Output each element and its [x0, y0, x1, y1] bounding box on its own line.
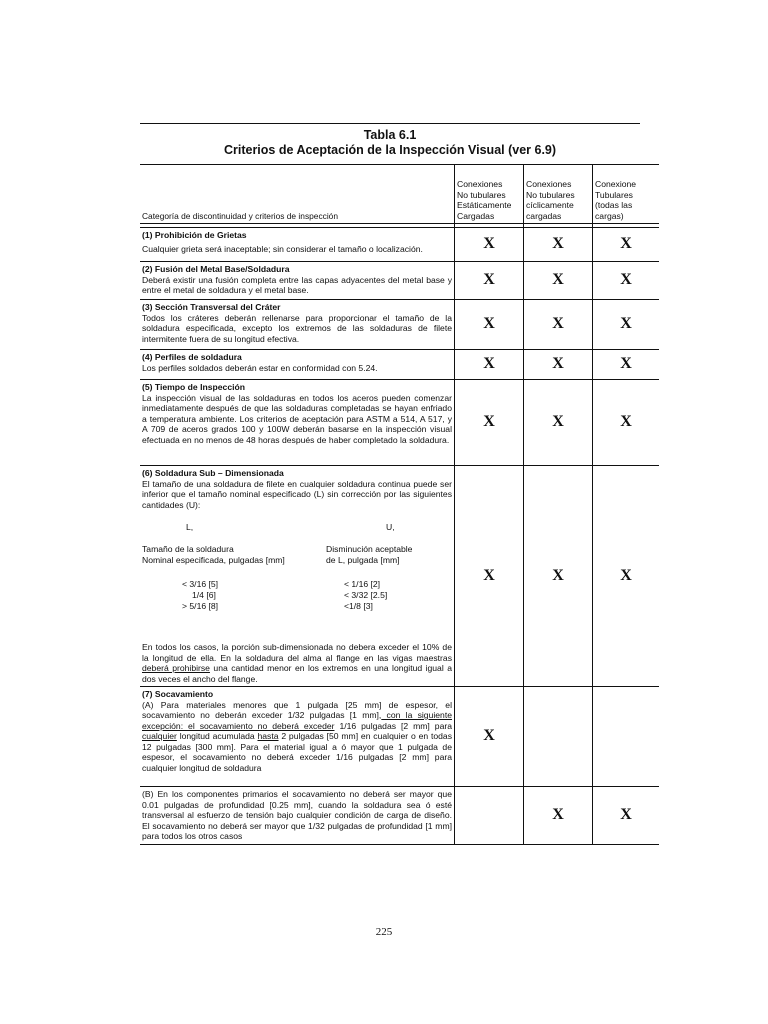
criterion-heading: (3) Sección Transversal del Cráter — [142, 302, 281, 312]
table-title: Tabla 6.1 — [363, 128, 417, 142]
table-row — [140, 350, 659, 380]
mark-cyclic: X — [524, 228, 593, 262]
right-value: <1/8 [3] — [344, 601, 373, 611]
left-label-1: Tamaño de la soldadura — [142, 544, 234, 554]
criterion-cell — [140, 687, 455, 787]
empty-tubular — [593, 687, 660, 787]
criterion-cell — [140, 228, 455, 262]
left-value: > 5/16 [8] — [182, 601, 219, 611]
criterion-heading: (1) Prohibición de Grietas — [142, 230, 247, 240]
table-row — [140, 262, 659, 300]
criterion-heading: (5) Tiempo de Inspección — [142, 382, 245, 392]
table-row — [140, 687, 659, 787]
symbol-l: L, — [186, 522, 194, 532]
mark-static: X — [455, 687, 524, 787]
mark-tubular: X — [593, 262, 660, 300]
mark-tubular: X — [593, 787, 660, 845]
mark-static: X — [455, 300, 524, 350]
mark-static: X — [455, 262, 524, 300]
criterion-text-2: En todos los casos, la porción sub-dimensionada no debera exceder el 10% de la longitud de ella. En la soldadura del alma al flange en las vigas maestras deberá prohibirse una cantidad menor en los extremos en una longitud igual a dos veces el ancho del flange. — [142, 642, 452, 684]
criterion-text: Deberá existir una fusión completa entre las capas adyacentes del metal base y entre el metal de soldadura y el metal base. — [142, 274, 452, 295]
left-value: 1/4 [6] — [192, 590, 216, 600]
header-tubular: Conexione Tubulares (todas las cargas) — [593, 165, 660, 224]
header-category: Categoría de discontinuidad y criterios de inspección — [140, 165, 455, 224]
right-value: < 3/32 [2.5] — [344, 590, 388, 600]
criterion-cell — [140, 262, 455, 300]
criterion-heading: (6) Soldadura Sub – Dimensionada — [142, 468, 284, 478]
empty-cyclic — [524, 687, 593, 787]
mark-tubular: X — [593, 228, 660, 262]
criterion-cell — [140, 350, 455, 380]
criteria-table — [140, 164, 659, 845]
mark-static: X — [455, 380, 524, 466]
empty-static — [455, 787, 524, 845]
criterion-cell — [140, 787, 455, 845]
criterion-text-b: (B) En los componentes primarios el socavamiento no deberá ser mayor que 0.01 pulgadas de profundidad [0.25 mm], cuando la soldadura sea ó esté transversal al esfuerzo de tensión bajo cualquier condición de carga de diseño. El socavamiento no deberá ser mayor que 1/32 pulgadas de profundidad [1 mm] para todos los otros casos — [142, 789, 452, 841]
top-rule — [140, 123, 640, 124]
header-row — [140, 165, 659, 224]
mark-cyclic: X — [524, 262, 593, 300]
size-table — [142, 510, 452, 642]
table-row — [140, 228, 659, 262]
right-label-2: de L, pulgada [mm] — [326, 555, 400, 565]
criterion-text: La inspección visual de las soldaduras en todos los aceros pueden comenzar inmediatamente después de que las soldaduras completadas se hayan enfriado a temperatura ambiente. Los criterios de aceptación para ASTM a 514, A 517, y A 709 de aceros grados 100 y 100W deberán basarse en la inspección visual efectuada en no menos de 48 horas después de haber completado la soldadura. — [142, 392, 452, 445]
mark-tubular: X — [593, 380, 660, 466]
mark-static: X — [455, 350, 524, 380]
mark-static: X — [455, 466, 524, 687]
header-static-nontubular: Conexiones No tubulares Estáticamente Cargadas — [455, 165, 524, 224]
criterion-cell — [140, 380, 455, 466]
criterion-heading: (7) Socavamiento — [142, 689, 214, 699]
right-label-1: Disminución aceptable — [326, 544, 413, 554]
mark-cyclic: X — [524, 787, 593, 845]
table-row — [140, 466, 659, 687]
mark-static: X — [455, 228, 524, 262]
acceptance-criteria-table-sheet — [140, 123, 640, 845]
criterion-cell — [140, 300, 455, 350]
symbol-u: U, — [386, 522, 395, 532]
mark-tubular: X — [593, 300, 660, 350]
criterion-cell — [140, 466, 455, 687]
criterion-text-a: (A) Para materiales menores que 1 pulgada [25 mm] de espesor, el socavamiento no deberán exceder 1/32 pulgadas [1 mm], con la siguiente excepción: el socavamiento no deberá exceder 1/16 pulgadas [2 mm] para cualquier longitud acumulada hasta 2 pulgadas [50 mm] en cualquier o en todas 12 pulgadas [300 mm]. Para el material igual a ó mayor que 1 pulgada de espesor, el socavamiento no deberá exceder 1/16 pulgadas [2 mm] para cualquier longitud de soldadura — [142, 699, 453, 773]
mark-cyclic: X — [524, 466, 593, 687]
criterion-heading: (4) Perfiles de soldadura — [142, 352, 242, 362]
header-cyclic-nontubular: Conexiones No tubulares cíclicamente cargadas — [524, 165, 593, 224]
mark-tubular: X — [593, 466, 660, 687]
table-row — [140, 787, 659, 845]
table-row — [140, 380, 659, 466]
mark-cyclic: X — [524, 380, 593, 466]
criterion-text: Cualquier grieta será inaceptable; sin considerar el tamaño o localización. — [142, 243, 423, 254]
criterion-heading: (2) Fusión del Metal Base/Soldadura — [142, 264, 290, 274]
criterion-text: Los perfiles soldados deberán estar en conformidad con 5.24. — [142, 362, 378, 373]
table-row — [140, 300, 659, 350]
criterion-text: Todos los cráteres deberán rellenarse para proporcionar el tamaño de la soldadura especificada, excepto los extremos de las soldaduras de filete intermitente fuera de su longitud efectiva. — [142, 312, 452, 344]
criterion-text: El tamaño de una soldadura de filete en cualquier soldadura continua puede ser inferior que el tamaño nominal especificado (L) sin corrección por las siguientes cantidades (U): — [142, 478, 452, 510]
page-number: 225 — [375, 926, 393, 938]
mark-cyclic: X — [524, 300, 593, 350]
mark-tubular: X — [593, 350, 660, 380]
right-value: < 1/16 [2] — [344, 579, 381, 589]
mark-cyclic: X — [524, 350, 593, 380]
left-value: < 3/16 [5] — [182, 579, 219, 589]
table-subtitle: Criterios de Aceptación de la Inspección Visual (ver 6.9) — [223, 143, 557, 157]
left-label-2: Nominal especificada, pulgadas [mm] — [142, 555, 285, 565]
